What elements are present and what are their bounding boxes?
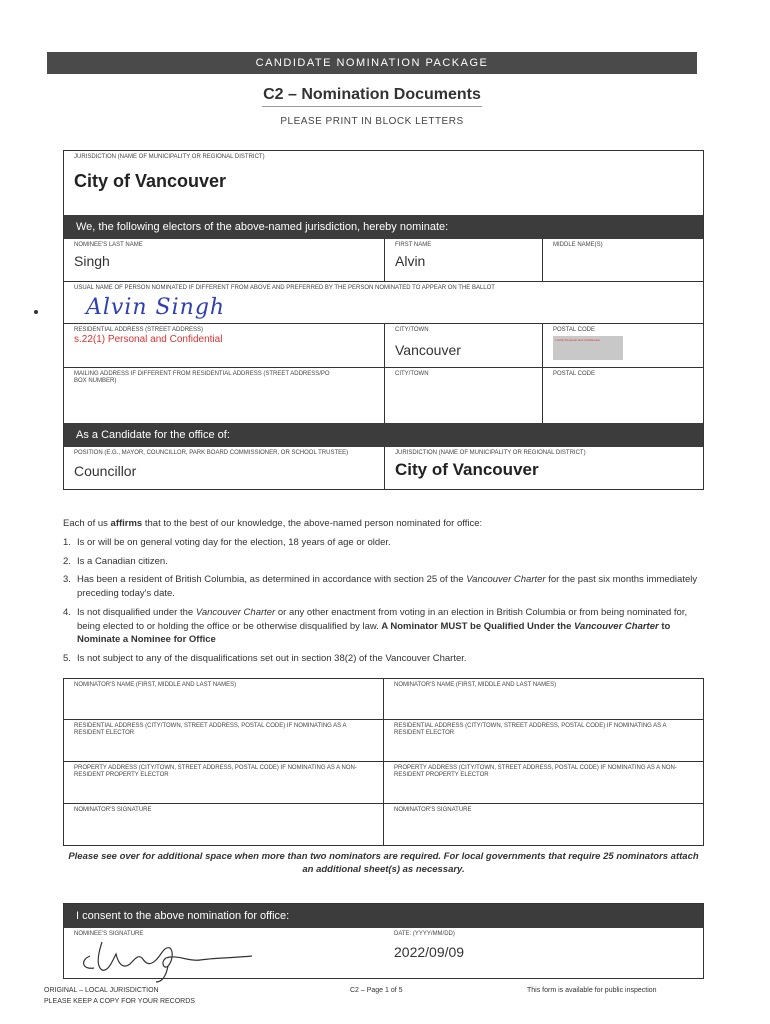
statement-item: 3. Has been a resident of British Columbia, as determined in accordance with section 25 of the Vancouver Charter for the past six months immediately preceding today's date. — [63, 574, 698, 600]
page-title: C2 – Nomination Documents — [263, 86, 481, 103]
city-field[interactable]: CITY/TOWN Vancouver — [384, 324, 542, 367]
usual-name-handwritten: Alvin Singh — [86, 295, 226, 321]
affirmation-intro: Each of us affirms that to the best of our knowledge, the above-named person nominated for office: — [63, 518, 483, 529]
footer-right: This form is available for public inspection — [527, 987, 657, 994]
consent-date-field[interactable]: DATE: (YYYY/MM/DD) 2022/09/09 — [384, 928, 703, 978]
last-name-field[interactable]: NOMINEE'S LAST NAME Singh — [64, 239, 384, 281]
office-jurisdiction-field[interactable]: JURISDICTION (NAME OF MUNICIPALITY OR REGIONAL DISTRICT) City of Vancouver — [384, 447, 703, 489]
nominator-2-residential-field[interactable]: RESIDENTIAL ADDRESS (CITY/TOWN, STREET ADDRESS, POSTAL CODE) IF NOMINATING AS A RESIDENT ELECTOR — [383, 720, 703, 761]
redaction-notice: s.22(1) Personal and Confidential — [74, 334, 223, 346]
postal-code-field[interactable]: POSTAL CODE s.22(1) Personal and Confidential — [542, 324, 703, 367]
last-name-value: Singh — [74, 253, 110, 270]
nominator-2-name-field[interactable]: NOMINATOR'S NAME (FIRST, MIDDLE AND LAST NAMES) — [383, 679, 703, 719]
statement-item: 4. Is not disqualified under the Vancouver Charter or any other enactment from voting in an election in British Columbia or from being nominated for, being elected to or holding the office or be otherwise disqualified by law. A Nominator MUST be Qualified Under the Vancouver Charter to Nominate a Nominee for Office — [63, 606, 688, 646]
footer-left: ORIGINAL – LOCAL JURISDICTION PLEASE KEEP A COPY FOR YOUR RECORDS — [44, 987, 195, 1005]
consent-bar: I consent to the above nomination for office: — [64, 904, 703, 928]
postal-redaction-box: s.22(1) Personal and Confidential — [553, 336, 623, 360]
nominator-2-signature-field[interactable]: NOMINATOR'S SIGNATURE — [383, 804, 703, 845]
affirmation-statements — [63, 517, 703, 671]
nominate-bar: We, the following electors of the above-named jurisdiction, hereby nominate: — [64, 215, 703, 239]
package-banner: CANDIDATE NOMINATION PACKAGE — [47, 52, 697, 74]
margin-mark — [34, 310, 38, 314]
first-name-field[interactable]: FIRST NAME Alvin — [384, 239, 542, 281]
nominator-1-property-field[interactable]: PROPERTY ADDRESS (CITY/TOWN, STREET ADDRESS, POSTAL CODE) IF NOMINATING AS A NON-RESIDENT PROPERTY ELECTOR — [74, 765, 357, 779]
nominee-signature-field[interactable]: NOMINEE'S SIGNATURE — [64, 928, 384, 978]
jurisdiction-field[interactable]: JURISDICTION (NAME OF MUNICIPALITY OR REGIONAL DISTRICT) City of Vancouver — [64, 151, 703, 215]
additional-space-note: Please see over for additional space when more than two nominators are required. For local governments that require 25 nominators attach an additional sheet(s) as necessary. — [68, 851, 699, 876]
consent-section — [63, 903, 704, 979]
position-value: Councillor — [74, 463, 137, 480]
nominators-table — [63, 678, 704, 846]
nominator-1-residential-field[interactable]: RESIDENTIAL ADDRESS (CITY/TOWN, STREET ADDRESS, POSTAL CODE) IF NOMINATING AS A RESIDENT ELECTOR — [74, 723, 347, 737]
position-field[interactable]: POSITION (E.G., MAYOR, COUNCILLOR, PARK BOARD COMMISSIONER, OR SCHOOL TRUSTEE) Councillor — [64, 447, 384, 489]
nominator-1-name-field[interactable]: NOMINATOR'S NAME (FIRST, MIDDLE AND LAST NAMES) — [74, 682, 237, 688]
consent-date-value: 2022/09/09 — [394, 944, 465, 961]
nominee-form — [63, 150, 704, 490]
jurisdiction-value: City of Vancouver — [74, 171, 227, 192]
page-subtitle: PLEASE PRINT IN BLOCK LETTERS — [280, 116, 464, 127]
mailing-address-field[interactable]: MAILING ADDRESS IF DIFFERENT FROM RESIDENTIAL ADDRESS (STREET ADDRESS/PO BOX NUMBER) — [74, 371, 330, 385]
middle-name-field[interactable]: MIDDLE NAME(S) — [542, 239, 703, 281]
candidate-bar: As a Candidate for the office of: — [64, 423, 703, 447]
page-number: C2 – Page 1 of 5 — [350, 987, 403, 994]
first-name-value: Alvin — [395, 253, 426, 270]
city-value: Vancouver — [395, 342, 461, 359]
statement-item: 5. Is not subject to any of the disqualifications set out in section 38(2) of the Vancouver Charter. — [63, 653, 467, 665]
nominator-1-signature-field[interactable]: NOMINATOR'S SIGNATURE — [74, 807, 152, 813]
office-jurisdiction-value: City of Vancouver — [395, 460, 539, 480]
mailing-city-field[interactable]: CITY/TOWN — [384, 368, 542, 423]
title-divider — [262, 106, 482, 107]
mailing-postal-field[interactable]: POSTAL CODE — [542, 368, 703, 423]
nominator-2-property-field[interactable]: PROPERTY ADDRESS (CITY/TOWN, STREET ADDRESS, POSTAL CODE) IF NOMINATING AS A NON-RESIDENT PROPERTY ELECTOR — [383, 762, 703, 803]
statement-item: 2. Is a Canadian citizen. — [63, 555, 168, 567]
statement-item: 1. Is or will be on general voting day for the election, 18 years of age or older. — [63, 536, 391, 548]
usual-name-field[interactable]: USUAL NAME OF PERSON NOMINATED IF DIFFERENT FROM ABOVE AND PREFERRED BY THE PERSON NOMINATED TO APPEAR ON THE BALLOT Alvin Singh — [64, 282, 703, 323]
residential-address-field[interactable]: RESIDENTIAL ADDRESS (STREET ADDRESS) s.22(1) Personal and Confidential — [64, 324, 384, 367]
nominee-signature-image — [72, 932, 282, 984]
